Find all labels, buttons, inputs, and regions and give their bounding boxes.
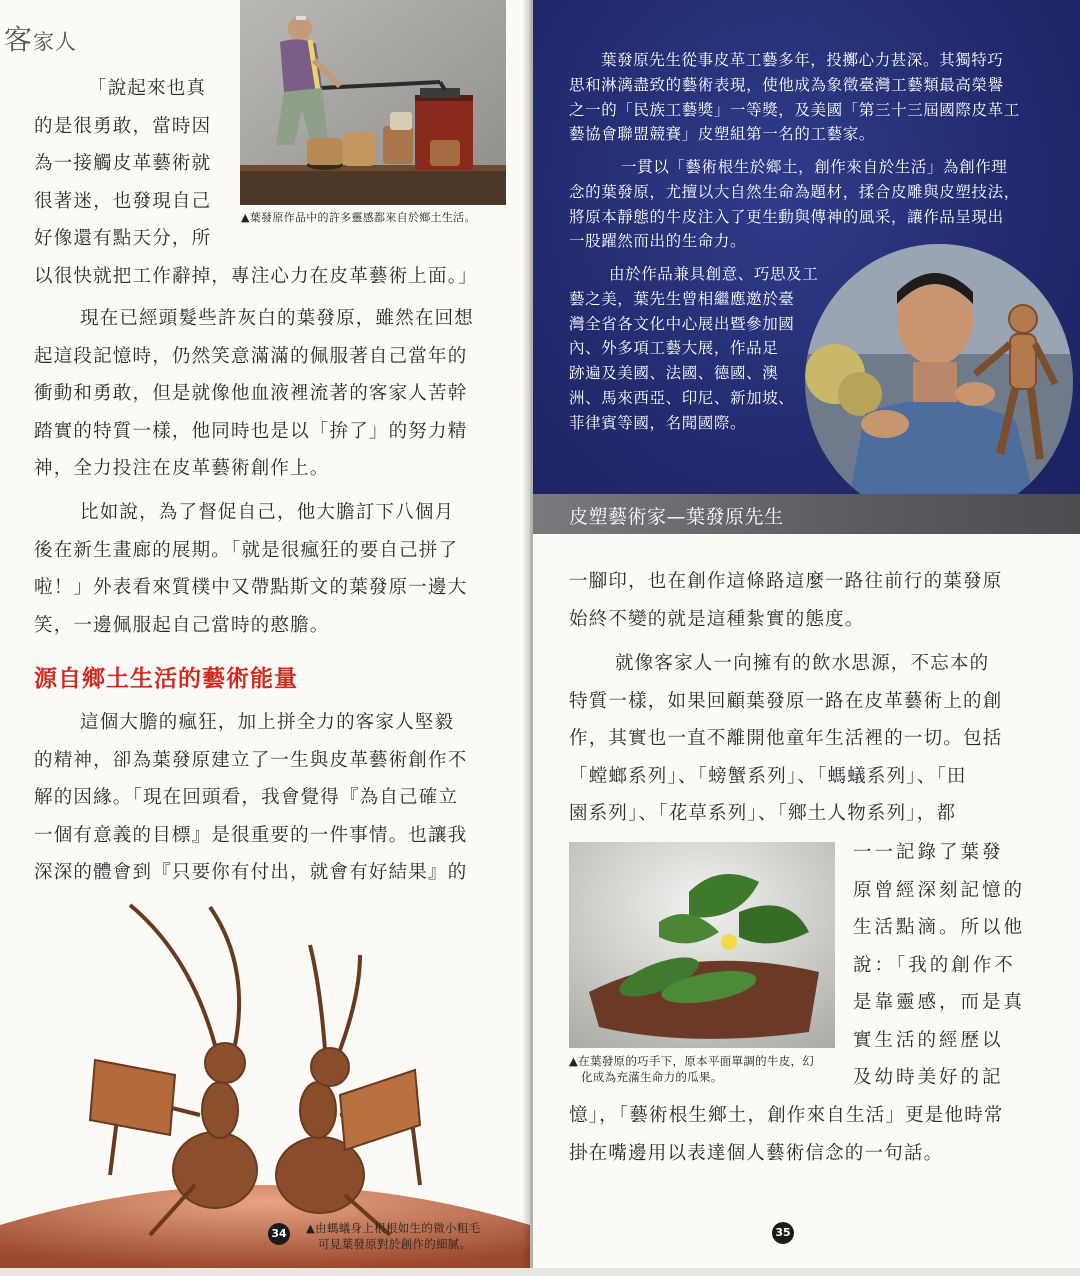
ant-sculpture-photo bbox=[0, 895, 530, 1268]
text-line: 藝協會聯盟競賽」皮塑組第一名的工藝家。 bbox=[569, 125, 875, 144]
cucumber-sculpture-photo bbox=[569, 842, 835, 1048]
caption-cucumber bbox=[569, 1053, 814, 1085]
text-line: 憶」，「藝術根生鄉土，創作來自生活」更是他時常 bbox=[569, 1105, 1004, 1126]
ant-sculpture-illustration bbox=[0, 895, 530, 1268]
text-line: 念的葉發原，尤擅以大自然生命為題材，揉合皮雕與皮塑技法， bbox=[569, 182, 1020, 201]
artist-portrait-illustration bbox=[805, 244, 1073, 520]
text-line: 思和淋漓盡致的藝術表現，使他成為象徵臺灣工藝類最高榮譽 bbox=[569, 75, 1004, 94]
caption-line: ▲由螞蟻身上根根如生的微小粗毛 bbox=[306, 1221, 481, 1235]
text-line: 一貫以「藝術根生於鄉土，創作來自於生活」為創作理 bbox=[621, 158, 1008, 176]
text-line: 說：「我的創作不 bbox=[853, 954, 1016, 976]
intro-para-1 bbox=[569, 48, 1020, 147]
artist-title: 皮塑藝術家—葉發原先生 bbox=[569, 506, 784, 528]
text-line: 神，全力投注在皮革藝術創作上。 bbox=[34, 458, 330, 479]
magazine-header bbox=[4, 18, 77, 58]
text-line: 始終不變的就是這種紮實的態度。 bbox=[569, 608, 865, 630]
text-line: 藝之美，葉先生曾相繼應邀於臺 bbox=[569, 289, 795, 308]
page-number-left: 34 bbox=[268, 1223, 290, 1245]
text-line: 深深的體會到『只要你有付出，就會有好結果』的 bbox=[34, 862, 468, 883]
text-line: 「說起來也真 bbox=[88, 78, 207, 99]
text-line: 及幼時美好的記 bbox=[853, 1067, 1004, 1088]
text-line: 好像還有點天分，所 bbox=[34, 228, 212, 249]
text-line: 啦！」外表看來質樸中又帶點斯文的葉發原一邊大 bbox=[34, 577, 468, 598]
caption-top: ▲葉發原作品中的許多靈感都來自於鄉土生活。 bbox=[241, 211, 476, 224]
intro-para-2 bbox=[569, 155, 1020, 254]
header-main-char: 客 bbox=[4, 23, 34, 56]
header-small-chars: 家人 bbox=[33, 30, 78, 54]
text-line: 「螳螂系列」、「螃蟹系列」、「螞蟻系列」、「田 bbox=[569, 765, 967, 787]
text-line: 作，其實也一直不離開他童年生活裡的一切。包括 bbox=[569, 728, 1003, 749]
text-line: 是靠靈感，而是真 bbox=[853, 992, 1026, 1013]
text-line: 很著迷，也發現自己 bbox=[34, 190, 212, 212]
artist-portrait-photo bbox=[805, 244, 1073, 520]
right-page bbox=[533, 0, 1080, 1268]
text-line: 原曾經深刻記憶的 bbox=[853, 879, 1026, 901]
text-line: 的精神，卻為葉發原建立了一生與皮革藝術創作不 bbox=[34, 749, 468, 771]
text-line: 之一的「民族工藝獎」一等獎，及美國「第三十三屆國際皮革工 bbox=[569, 100, 1020, 119]
text-line: 由於作品兼具創意、巧思及工 bbox=[609, 265, 819, 283]
text-line: 跡遍及美國、法國、德國、澳 bbox=[569, 364, 779, 383]
text-line: 一一記錄了葉發 bbox=[853, 842, 1004, 863]
text-line: 將原本靜態的牛皮注入了更生動與傳神的風采，讓作品呈現出 bbox=[569, 207, 1004, 226]
right-para-2 bbox=[569, 645, 1002, 833]
text-line: 現在已經頭髮些許灰白的葉發原，雖然在回想 bbox=[80, 308, 475, 329]
text-line: 為一接觸皮革藝術就 bbox=[34, 153, 212, 174]
left-para-3 bbox=[34, 494, 467, 644]
section-title: 源自鄉土生活的藝術能量 bbox=[34, 666, 298, 692]
text-line: 內、外多項工藝大展，作品足 bbox=[569, 339, 779, 358]
text-line: 衝動和勇敢，但是就像他血液裡流著的客家人苦幹 bbox=[34, 383, 468, 404]
left-para-2 bbox=[34, 300, 474, 488]
text-line: 掛在嘴邊用以表達個人藝術信念的一句話。 bbox=[569, 1142, 944, 1164]
page-number-right: 35 bbox=[772, 1222, 794, 1244]
text-line: 特質一樣，如果回顧葉發原一路在皮革藝術上的創 bbox=[569, 690, 1003, 712]
text-line: 以很快就把工作辭掉，專注心力在皮革藝術上面。」 bbox=[34, 265, 478, 287]
caption-bottom bbox=[306, 1220, 480, 1252]
text-line: 這個大膽的瘋狂，加上拼全力的客家人堅毅 bbox=[80, 712, 455, 733]
cucumber-sculpture-illustration bbox=[569, 842, 835, 1048]
intro-para-3 bbox=[569, 262, 818, 436]
text-line: 的是很勇敢，當時因 bbox=[34, 115, 212, 137]
text-line: 一個有意義的目標』是很重要的一件事情。也讓我 bbox=[34, 824, 468, 846]
text-line: 踏實的特質一樣，他同時也是以「拚了」的努力精 bbox=[34, 420, 468, 442]
text-line: 就像客家人一向擁有的飲水思源，不忘本的 bbox=[615, 653, 990, 674]
text-line: 菲律賓等國，名聞國際。 bbox=[569, 413, 747, 432]
title-bar bbox=[533, 494, 1080, 534]
text-line: 生活點滴。所以他 bbox=[853, 917, 1026, 938]
text-line: 一股躍然而出的生命力。 bbox=[569, 232, 747, 251]
caption-line: 化成為充滿生命力的瓜果。 bbox=[581, 1070, 723, 1084]
text-line: 洲、馬來西亞、印尼、新加坡、 bbox=[569, 388, 795, 407]
left-para-1 bbox=[34, 70, 478, 295]
caption-line: ▲在葉發原的巧手下，原本平面單調的牛皮，幻 bbox=[569, 1054, 815, 1068]
text-line: 後在新生畫廊的展期。「就是很瘋狂的要自己拼了 bbox=[34, 539, 459, 561]
text-line: 笑，一邊佩服起自己當時的憨膽。 bbox=[34, 614, 330, 636]
text-line: 灣全省各文化中心展出暨參加國 bbox=[569, 314, 795, 333]
text-line: 園系列」、「花草系列」、「鄉土人物系列」，都 bbox=[569, 803, 957, 824]
right-para-1 bbox=[569, 563, 1002, 638]
text-line: 起這段記憶時，仍然笑意滿滿的佩服著自己當年的 bbox=[34, 345, 468, 367]
caption-line: 可見葉發原對於創作的細膩。 bbox=[318, 1237, 472, 1251]
text-line: 葉發原先生從事皮革工藝多年，投擲心力甚深。其獨特巧 bbox=[601, 51, 1004, 69]
text-line: 一腳印，也在創作這條路這麼一路往前行的葉發原 bbox=[569, 571, 1003, 592]
left-page bbox=[0, 0, 530, 1268]
right-para-3 bbox=[853, 834, 1025, 1097]
text-line: 實生活的經歷以 bbox=[853, 1029, 1004, 1051]
right-para-4 bbox=[569, 1097, 1004, 1172]
text-line: 比如說，為了督促自己，他大膽訂下八個月 bbox=[80, 502, 455, 523]
text-line: 解的因緣。「現在回頭看，我會覺得『為自己確立 bbox=[34, 787, 459, 808]
